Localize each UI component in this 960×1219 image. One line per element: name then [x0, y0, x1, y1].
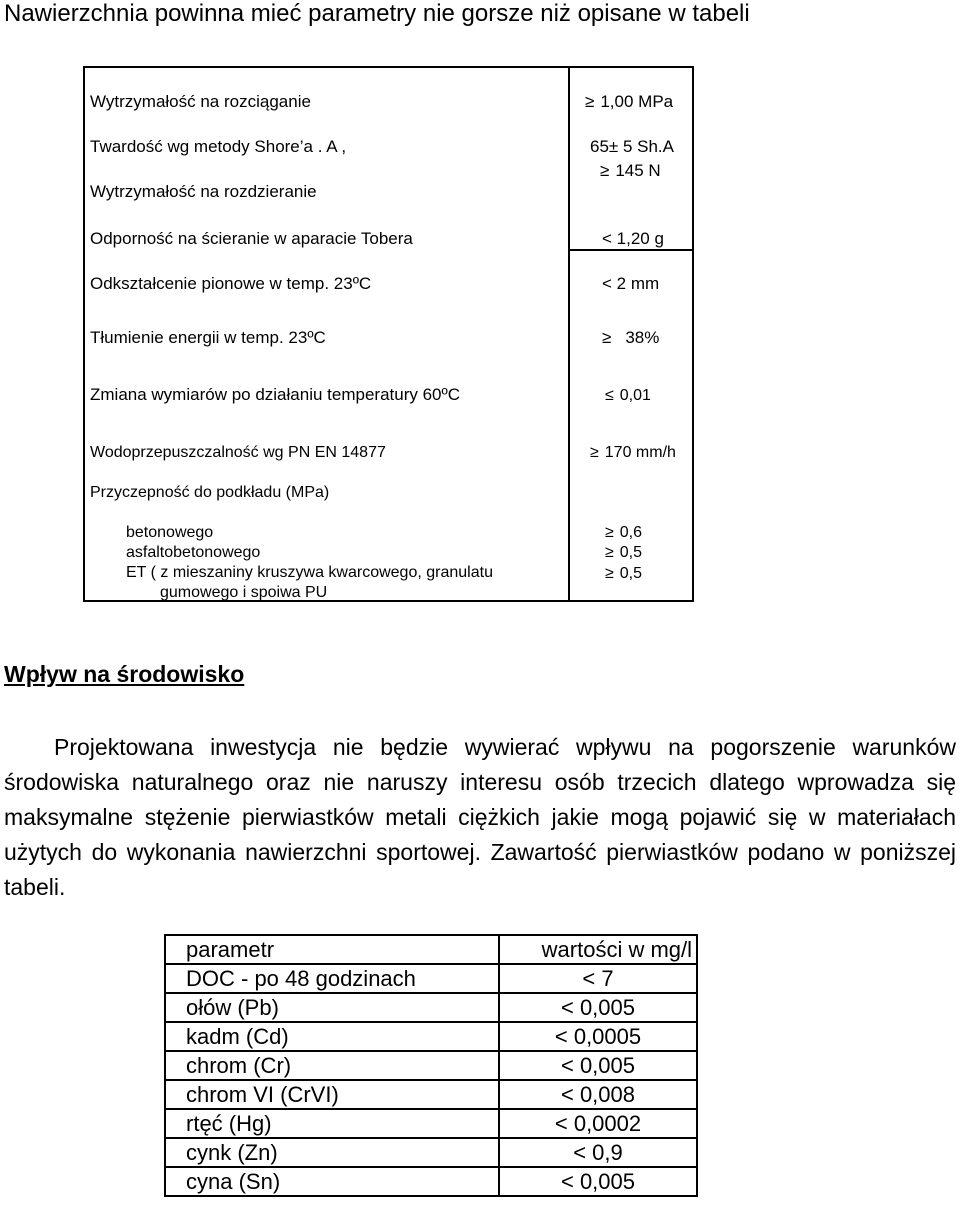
table-cell: < 0,005 — [499, 1167, 697, 1196]
param-value: ≥ 145 N — [600, 161, 661, 180]
table-cell: < 7 — [499, 964, 697, 993]
section-heading: Wpływ na środowisko — [4, 661, 245, 687]
ge-symbol: ≥ — [602, 328, 612, 347]
ge-symbol: ≥ — [590, 444, 599, 461]
ge-symbol: ≥ — [605, 524, 614, 541]
table-row — [165, 1109, 697, 1138]
adhesion-item-label: asfaltobetonowego — [126, 544, 261, 561]
table-cell: chrom (Cr) — [165, 1051, 499, 1080]
param-value: < 1,20 g — [602, 229, 664, 248]
param-value: ≥ 1,00 MPa — [585, 92, 674, 111]
param-value: ≤ 0,01 — [605, 387, 651, 404]
table-cell: chrom VI (CrVI) — [165, 1080, 499, 1109]
le-symbol: ≤ — [605, 387, 614, 404]
table-row — [165, 1022, 697, 1051]
table-cell: < 0,008 — [499, 1080, 697, 1109]
param-value: < 2 mm — [602, 274, 660, 293]
adhesion-label: Przyczepność do podkładu (MPa) — [90, 484, 330, 501]
ge-symbol: ≥ — [605, 565, 614, 582]
table-header-row — [165, 935, 697, 964]
table-cell: < 0,005 — [499, 1051, 697, 1080]
body-paragraph: Projektowana inwestycja nie będzie wywierać wpływu na pogorszenie warunków środowiska naturalnego oraz nie naruszy interesu osób trzecich dlatego wprowadza się maksymalne stężenie pierwiastków metali ciężkich jakie mogą pojawić się w materiałach użytych do wykonania nawierzchni sportowej. Zawartość pierwiastków podano w poniższej tabeli. — [4, 734, 956, 900]
metals-table — [164, 934, 698, 1197]
param-value: ≥ 170 mm/h — [590, 444, 676, 461]
column-header: wartości w mg/l — [499, 935, 697, 964]
table-cell: < 0,9 — [499, 1138, 697, 1167]
param-label: Wytrzymałość na rozciąganie — [90, 92, 311, 111]
param-label: Wodoprzepuszczalność wg PN EN 14877 — [90, 444, 386, 461]
param-value: ≥ 38% — [602, 328, 660, 347]
table-cell: < 0,0005 — [499, 1022, 697, 1051]
param-label: Tłumienie energii w temp. 23ºC — [90, 328, 326, 347]
table-row — [165, 1080, 697, 1109]
column-header: parametr — [165, 935, 499, 964]
table-cell: cyna (Sn) — [165, 1167, 499, 1196]
param-label: Zmiana wymiarów po działaniu temperatury 60ºC — [90, 385, 460, 404]
table-cell: < 0,0002 — [499, 1109, 697, 1138]
param-label: Twardość wg metody Shore’a . A , — [90, 137, 347, 156]
table-cell: rtęć (Hg) — [165, 1109, 499, 1138]
param-label: Odporność na ścieranie w aparacie Tobera — [90, 229, 413, 248]
table-cell: < 0,005 — [499, 993, 697, 1022]
param-label: Wytrzymałość na rozdzieranie — [90, 182, 317, 201]
ge-symbol: ≥ — [585, 92, 595, 111]
param-value: 65± 5 Sh.A — [590, 137, 674, 156]
adhesion-item-label: betonowego — [126, 524, 214, 541]
adhesion-item-value: ≥ 0,5 — [605, 565, 643, 582]
table-row — [165, 1051, 697, 1080]
table-border-right — [692, 66, 694, 602]
table-row-divider — [568, 249, 694, 251]
adhesion-item-value: ≥ 0,5 — [605, 544, 643, 561]
param-label: Odkształcenie pionowe w temp. 23ºC — [90, 274, 372, 293]
table-border-left — [83, 66, 85, 602]
ge-symbol: ≥ — [600, 161, 610, 180]
table-border-middle — [568, 66, 570, 602]
table-row — [165, 964, 697, 993]
table-cell: cynk (Zn) — [165, 1138, 499, 1167]
adhesion-item-label: ET ( z mieszaniny kruszywa kwarcowego, granulatu — [126, 564, 493, 581]
table-border-top — [83, 66, 694, 68]
table-cell: DOC - po 48 godzinach — [165, 964, 499, 993]
page-title: Nawierzchnia powinna mieć parametry nie gorsze niż opisane w tabeli — [4, 0, 750, 27]
ge-symbol: ≥ — [605, 544, 614, 561]
table-cell: ołów (Pb) — [165, 993, 499, 1022]
adhesion-item-value: ≥ 0,6 — [605, 524, 643, 541]
adhesion-continuation: gumowego i spoiwa PU — [160, 584, 328, 601]
table-cell: kadm (Cd) — [165, 1022, 499, 1051]
table-row — [165, 993, 697, 1022]
table-row — [165, 1167, 697, 1196]
table-row — [165, 1138, 697, 1167]
